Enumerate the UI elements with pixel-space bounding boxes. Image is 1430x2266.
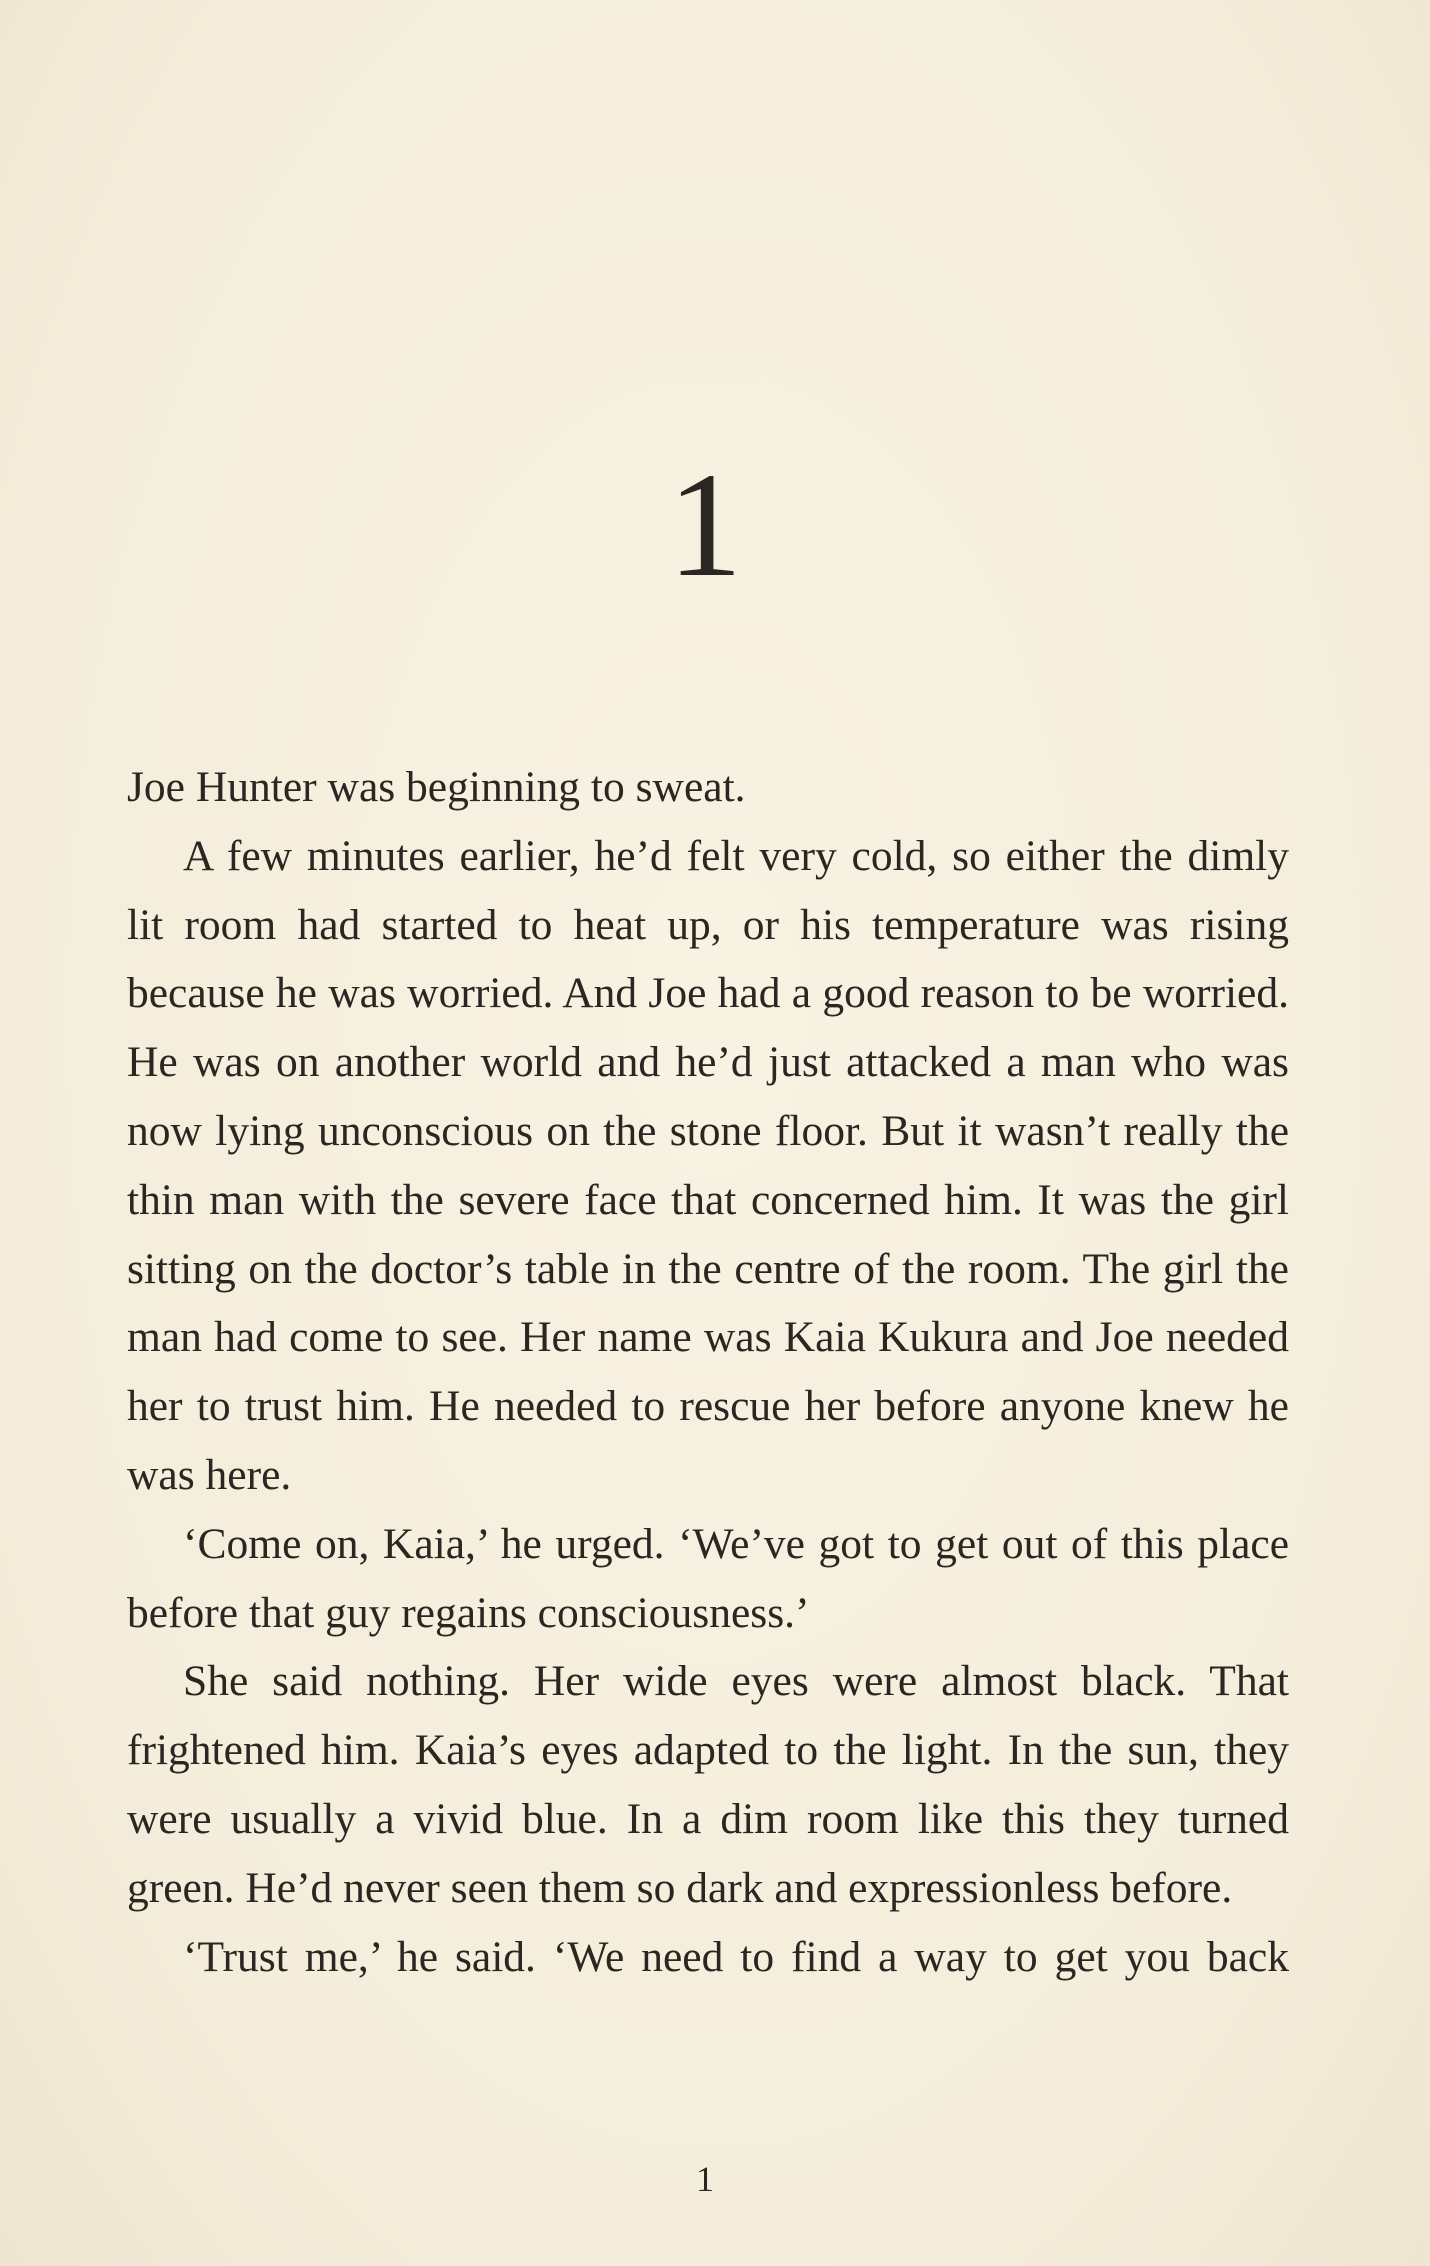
paragraph: A few minutes earlier, he’d felt very cold, so either the dimly lit room had started to heat up, or his temperature was rising because he was worried. And Joe had a good reason to be worried. He was on another world and he’d just attacked a man who was now lying unconscious on the stone floor. But it wasn’t really the thin man with the severe face that concerned him. It was the girl sitting on the doctor’s table in the centre of the room. The girl the man had come to see. Her name was Kaia Kukura and Joe needed her to trust him. He needed to rescue her before anyone knew he was here. [127,831,1289,1499]
paragraph: Joe Hunter was beginning to sweat. [127,763,746,811]
paragraph: She said nothing. Her wide eyes were almost black. That frightened him. Kaia’s eyes adapted to the light. In the sun, they were usually a vivid blue. In a dim room like this they turned green. He’d never seen them so dark and expressionless before. [127,1657,1289,1912]
page-number: 1 [696,2159,714,2199]
paragraph: ‘Trust me,’ he said. ‘We need to find a way to get you back [183,1932,1289,1981]
paragraph: ‘Come on, Kaia,’ he urged. ‘We’ve got to get out of this place before that guy regains consciousness.’ [127,1519,1289,1637]
body-text [127,753,1289,1991]
chapter-number: 1 [667,442,743,608]
